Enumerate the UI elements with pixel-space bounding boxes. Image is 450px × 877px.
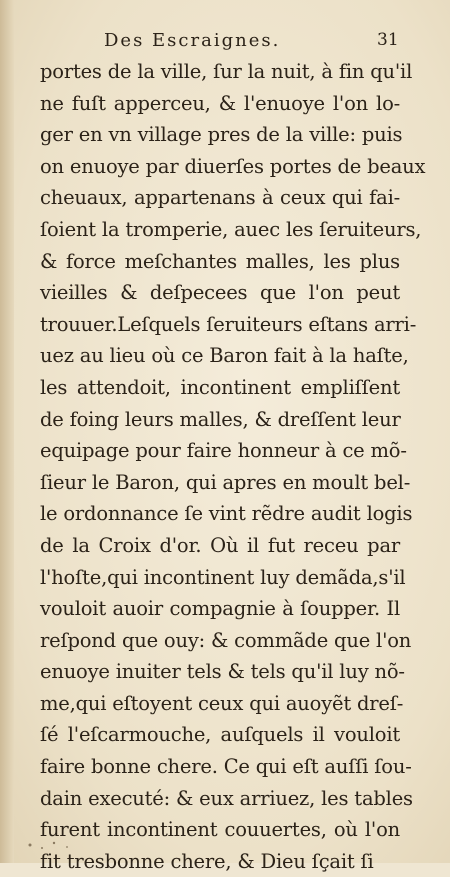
text-line: enuoye inuiter tels & tels qu'il luy nõ- — [40, 660, 405, 684]
text-line: les attendoit, incontinent empliſſent — [40, 375, 400, 399]
text-line: portes de la ville, ſur la nuit, à fin qu'il — [40, 60, 413, 83]
text-line: vieilles & deſpecees que l'on peut — [40, 281, 400, 305]
text-line: reſpond que ouy: & commãde que l'on — [40, 628, 412, 652]
page-header — [0, 28, 450, 54]
page-number: 31 — [377, 30, 399, 50]
text-line: ſieur le Baron, qui apres en moult bel- — [40, 470, 411, 494]
text-line: de la Croix d'or. Où il fut receu par — [40, 533, 400, 557]
text-line: ſé l'eſcarmouche, auſquels il vouloit — [40, 723, 400, 747]
text-line: & force meſchantes malles, les plus — [40, 249, 400, 273]
body-text — [40, 56, 426, 877]
text-line: faire bonne chere. Ce qui eſt auſſi ſou- — [40, 755, 412, 779]
text-line: equipage pour faire honneur à ce mõ- — [40, 439, 407, 463]
text-line: vouloit auoir compagnie à ſoupper. Il — [40, 597, 400, 621]
text-line: le ordonnance ſe vint rẽdre audit logis — [40, 502, 413, 526]
text-line: ſoient la tromperie, auec les ſeruiteurs, — [40, 217, 422, 241]
text-line: ger en vn village pres de la ville: puis — [40, 123, 403, 147]
text-line: de foing leurs malles, & dreſſent leur — [40, 407, 401, 431]
text-line: dain executé: & eux arriuez, les tables — [40, 786, 413, 810]
text-line: on enuoye par diuerſes portes de beaux — [40, 154, 426, 178]
text-line: fit tresbonne chere, & Dieu ſçait ſi — [40, 849, 374, 873]
page-gutter-shadow — [0, 0, 14, 863]
text-line: furent incontinent couuertes, où l'on — [40, 818, 400, 842]
text-line: cheuaux, appartenans à ceux qui fai- — [40, 186, 400, 210]
text-line: ne fuſt apperceu, & l'enuoye l'on lo- — [40, 91, 400, 115]
text-line: uez au lieu où ce Baron fait à la haſte, — [40, 344, 409, 368]
paper-specks — [20, 837, 140, 853]
text-line: l'hoſte,qui incontinent luy demãda,s'il — [40, 565, 406, 589]
text-line: trouuer.Leſquels ſeruiteurs eſtans arri- — [40, 312, 417, 336]
running-title: Des Escraignes. — [104, 30, 281, 51]
text-line: me,qui eſtoyent ceux qui auoyẽt dreſ- — [40, 691, 404, 715]
